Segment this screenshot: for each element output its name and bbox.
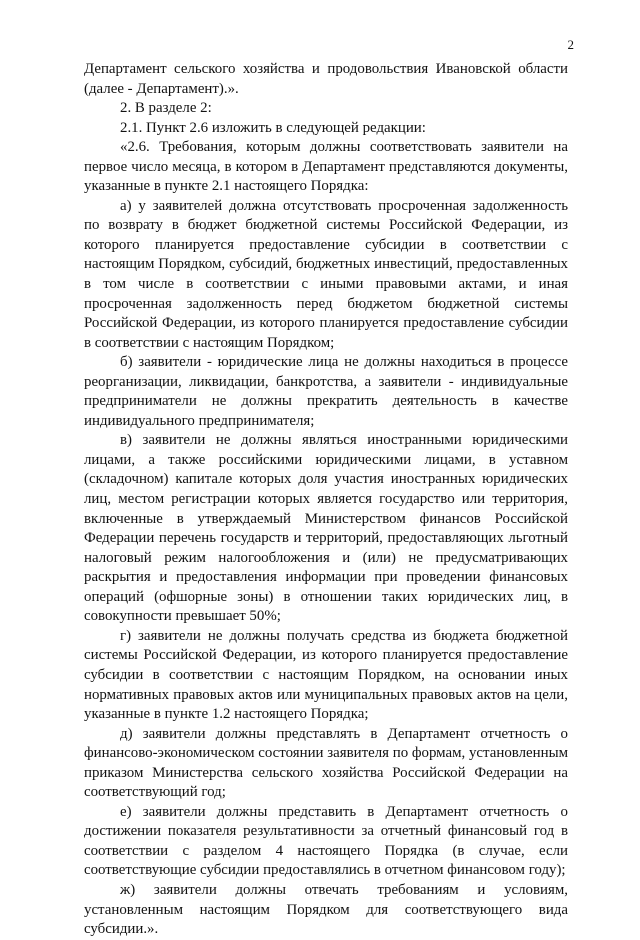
- paragraph-item-b: б) заявители - юридические лица не должны находиться в процессе реорганизации, ликвидации, банкротства, а заявители - индивидуальные предприниматели не должны прекратить деятельность в качестве индивидуального предпринимателя;: [84, 354, 568, 429]
- paragraph-item-g: г) заявители не должны получать средства из бюджета бюджетной системы Российской Федерации, из которого планируется предоставление субсидии в соответствии с настоящим Порядком, на основании иных нормативных правовых актов или муниципальных правовых актов на цели, указанные в пункте 1.2 настоящего Порядка;: [84, 627, 568, 723]
- paragraph-item-a: а) у заявителей должна отсутствовать просроченная задолженность по возврату в бюджет бюджетной системы Российской Федерации, из которого планируется предоставление субсидии в соответствии с настоящим Порядком, субсидий, бюджетных инвестиций, предоставленных в том числе в соответствии с иными правовыми актами, и иная просроченная задолженность перед бюджетом бюджетной системы Российской Федерации, из которого планируется предоставление субсидии в соответствии с настоящим Порядком;: [84, 197, 568, 351]
- paragraph-requirements-2-6: «2.6. Требования, которым должны соответствовать заявители на первое число месяца, в котором в Департамент представляются документы, указанные в пункте 2.1 настоящего Порядка:: [84, 139, 568, 195]
- paragraph-item-v: в) заявители не должны являться иностранными юридическими лицами, а также российскими юридическими лицами, в уставном (складочном) капитале которых доля участия иностранных юридических лиц, местом регистрации которых является государство или территория, включенные в утверждаемый Министерством финансов Российской Федерации перечень государств и территорий, предоставляющих льготный налоговый режим налогообложения и (или) не предусматривающих раскрытия и предоставления информации при проведении финансовых операций (офшорные зоны) в отношении таких юридических лиц, в совокупности превышает 50%;: [84, 432, 568, 625]
- paragraph-item-e: е) заявители должны представить в Департамент отчетность о достижении показателя результативности за отчетный финансовый год в соответствии с разделом 4 настоящего Порядка (в случае, если соответствующие субсидии предоставлялись в отчетном финансовом году);: [84, 803, 568, 879]
- page-number: 2: [567, 37, 574, 52]
- paragraph-item-zh: ж) заявители должны отвечать требованиям и условиям, установленным настоящим Порядком для соответствующего вида субсидии.».: [84, 881, 568, 938]
- paragraph-section-2: 2. В разделе 2:: [120, 100, 212, 117]
- paragraph-department-name: Департамент сельского хозяйства и продовольствия Ивановской области (далее - Департамент).».: [84, 61, 568, 97]
- document-body: [84, 60, 568, 940]
- paragraph-point-2-1: 2.1. Пункт 2.6 изложить в следующей редакции:: [120, 119, 426, 136]
- paragraph-item-d: д) заявители должны представлять в Департамент отчетность о финансово-экономическом состоянии заявителя по формам, установленным приказом Министерства сельского хозяйства Российской Федерации на соответствующий год;: [84, 725, 568, 801]
